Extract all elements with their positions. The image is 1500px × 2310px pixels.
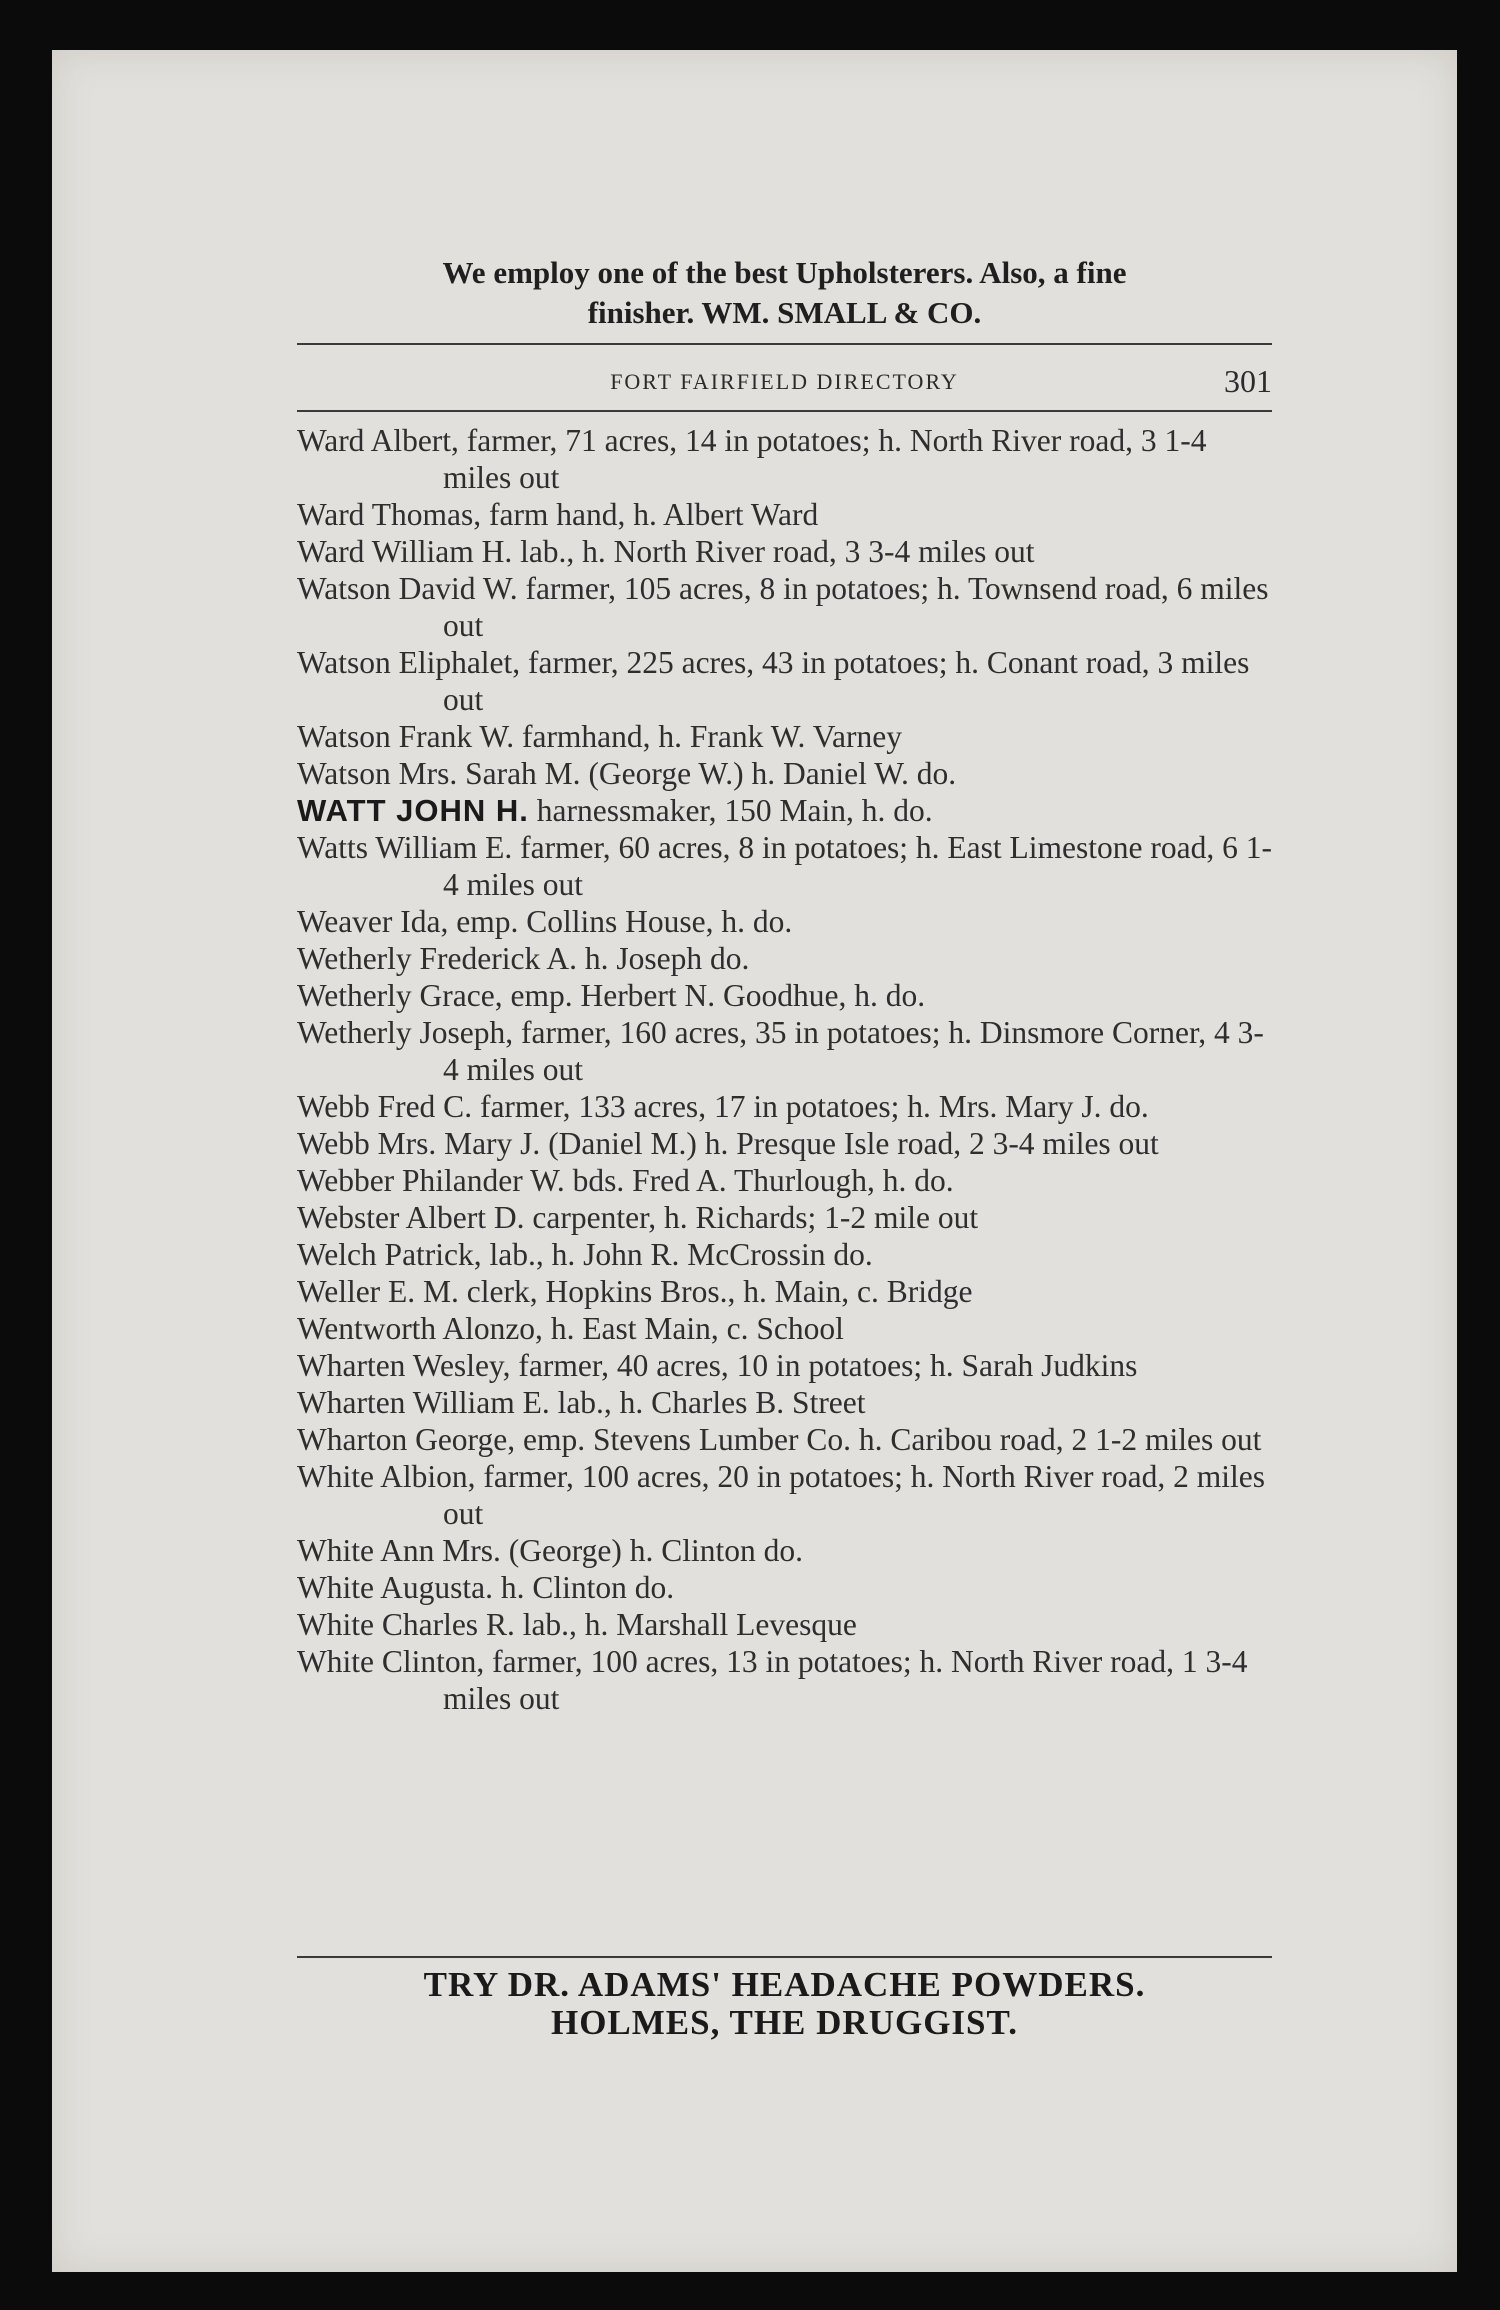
entry-details: farmer, 133 acres, 17 in potatoes; h. Mrs. Mary J. do. <box>472 1089 1149 1124</box>
entry-details: farmer, 71 acres, 14 in potatoes; h. North River road, 3 1-4 miles out <box>443 423 1207 495</box>
top-advertisement <box>297 253 1272 333</box>
entry-details: clerk, Hopkins Bros., h. Main, c. Bridge <box>458 1274 973 1309</box>
entry-details: farmer, 100 acres, 13 in potatoes; h. North River road, 1 3-4 miles out <box>443 1644 1248 1716</box>
directory-entries <box>297 422 1277 1717</box>
entry-name: Weller E. M. <box>297 1274 459 1309</box>
entry-details: farm hand, h. Albert Ward <box>481 497 819 532</box>
entry-name: White Ann Mrs. <box>297 1533 501 1568</box>
entry-details: h. Joseph do. <box>577 941 750 976</box>
entry-name: Ward Albert, <box>297 423 459 458</box>
directory-entry <box>297 1014 1277 1088</box>
entry-details: lab., h. North River road, 3 3-4 miles out <box>512 534 1035 569</box>
entry-name: Webber Philander W. <box>297 1163 565 1198</box>
entry-name: Wetherly Frederick A. <box>297 941 577 976</box>
entry-details: farmer, 40 acres, 10 in potatoes; h. Sarah Judkins <box>510 1348 1138 1383</box>
entry-details: harnessmaker, 150 Main, h. do. <box>528 793 933 828</box>
directory-entry <box>297 829 1277 903</box>
directory-entry <box>297 496 1277 533</box>
entry-name: Wharten William E. <box>297 1385 550 1420</box>
running-title: FORT FAIRFIELD DIRECTORY <box>610 369 959 394</box>
entry-name: Weaver Ida, <box>297 904 449 939</box>
directory-entry <box>297 1643 1277 1717</box>
bottom-ad-line-1: TRY DR. ADAMS' HEADACHE POWDERS. <box>423 1965 1146 2004</box>
entry-details: carpenter, h. Richards; 1-2 mile out <box>524 1200 979 1235</box>
entry-name: Welch Patrick, <box>297 1237 482 1272</box>
top-ad-line-2: finisher. WM. SMALL & CO. <box>587 295 982 330</box>
entry-details: h. East Main, c. School <box>542 1311 844 1346</box>
entry-details: farmer, 160 acres, 35 in potatoes; h. Dinsmore Corner, 4 3-4 miles out <box>443 1015 1264 1087</box>
directory-entry <box>297 644 1277 718</box>
directory-entry <box>297 1236 1277 1273</box>
directory-entry <box>297 533 1277 570</box>
entry-name: White Augusta. <box>297 1570 493 1605</box>
entry-name: Ward Thomas, <box>297 497 482 532</box>
bottom-rule <box>297 1956 1272 1958</box>
entry-details: h. Clinton do. <box>492 1570 675 1605</box>
directory-entry <box>297 903 1277 940</box>
entry-name: White Charles R. <box>297 1607 515 1642</box>
directory-entry <box>297 1458 1277 1532</box>
directory-entry <box>297 1347 1277 1384</box>
entry-details: bds. Fred A. Thurlough, h. do. <box>564 1163 954 1198</box>
header-rule <box>297 410 1272 412</box>
directory-entry <box>297 1569 1277 1606</box>
entry-details: lab., h. Charles B. Street <box>549 1385 866 1420</box>
entry-name: Ward William H. <box>297 534 513 569</box>
directory-entry <box>297 792 1277 829</box>
entry-name: Wentworth Alonzo, <box>297 1311 543 1346</box>
entry-details: farmer, 100 acres, 20 in potatoes; h. North River road, 2 miles out <box>443 1459 1266 1531</box>
entry-name: Wharten Wesley, <box>297 1348 511 1383</box>
directory-entry <box>297 1421 1277 1458</box>
entry-name: Wharton George, <box>297 1422 516 1457</box>
directory-entry <box>297 1273 1277 1310</box>
entry-details: (George) h. Clinton do. <box>500 1533 803 1568</box>
directory-entry <box>297 1199 1277 1236</box>
entry-details: farmer, 225 acres, 43 in potatoes; h. Conant road, 3 miles out <box>443 645 1250 717</box>
entry-details: emp. Herbert N. Goodhue, h. do. <box>502 978 926 1013</box>
directory-entry <box>297 1606 1277 1643</box>
directory-entry <box>297 1088 1277 1125</box>
entry-details: farmhand, h. Frank W. Varney <box>514 719 902 754</box>
directory-entry <box>297 1532 1277 1569</box>
directory-entry <box>297 755 1277 792</box>
entry-name: Wetherly Grace, <box>297 978 503 1013</box>
directory-page <box>52 50 1457 2272</box>
entry-name: Watson David W. <box>297 571 518 606</box>
entry-name: Wetherly Joseph, <box>297 1015 514 1050</box>
entry-details: farmer, 60 acres, 8 in potatoes; h. East Limestone road, 6 1-4 miles out <box>443 830 1272 902</box>
entry-details: emp. Stevens Lumber Co. h. Caribou road, 2 1-2 miles out <box>515 1422 1262 1457</box>
entry-name: Watson Mrs. Sarah M. <box>297 756 581 791</box>
directory-entry <box>297 1384 1277 1421</box>
directory-entry <box>297 940 1277 977</box>
entry-details: (George W.) h. Daniel W. do. <box>580 756 957 791</box>
running-head <box>297 363 1272 403</box>
entry-details: farmer, 105 acres, 8 in potatoes; h. Townsend road, 6 miles out <box>443 571 1269 643</box>
entry-details: (Daniel M.) h. Presque Isle road, 2 3-4 miles out <box>540 1126 1159 1161</box>
entry-name: Watson Eliphalet, <box>297 645 521 680</box>
directory-entry <box>297 422 1277 496</box>
directory-entry <box>297 570 1277 644</box>
entry-name: Webster Albert D. <box>297 1200 525 1235</box>
directory-entry <box>297 1162 1277 1199</box>
entry-details: lab., h. Marshall Levesque <box>514 1607 857 1642</box>
entry-details: emp. Collins House, h. do. <box>448 904 793 939</box>
directory-entry <box>297 977 1277 1014</box>
page-number: 301 <box>1224 363 1272 399</box>
entry-name: Webb Fred C. <box>297 1089 473 1124</box>
entry-name: Watts William E. <box>297 830 513 865</box>
entry-name: White Clinton, <box>297 1644 485 1679</box>
entry-name: White Albion, <box>297 1459 476 1494</box>
directory-entry <box>297 1310 1277 1347</box>
entry-name: Webb Mrs. Mary J. <box>297 1126 541 1161</box>
directory-entry <box>297 1125 1277 1162</box>
bottom-ad-line-2: HOLMES, THE DRUGGIST. <box>550 2003 1019 2042</box>
bottom-advertisement <box>297 1966 1272 2042</box>
entry-name: WATT JOHN H. <box>297 793 529 828</box>
entry-details: lab., h. John R. McCrossin do. <box>481 1237 873 1272</box>
directory-entry <box>297 718 1277 755</box>
entry-name: Watson Frank W. <box>297 719 515 754</box>
top-rule <box>297 343 1272 345</box>
top-ad-line-1: We employ one of the best Upholsterers. Also, a fine <box>442 255 1127 290</box>
